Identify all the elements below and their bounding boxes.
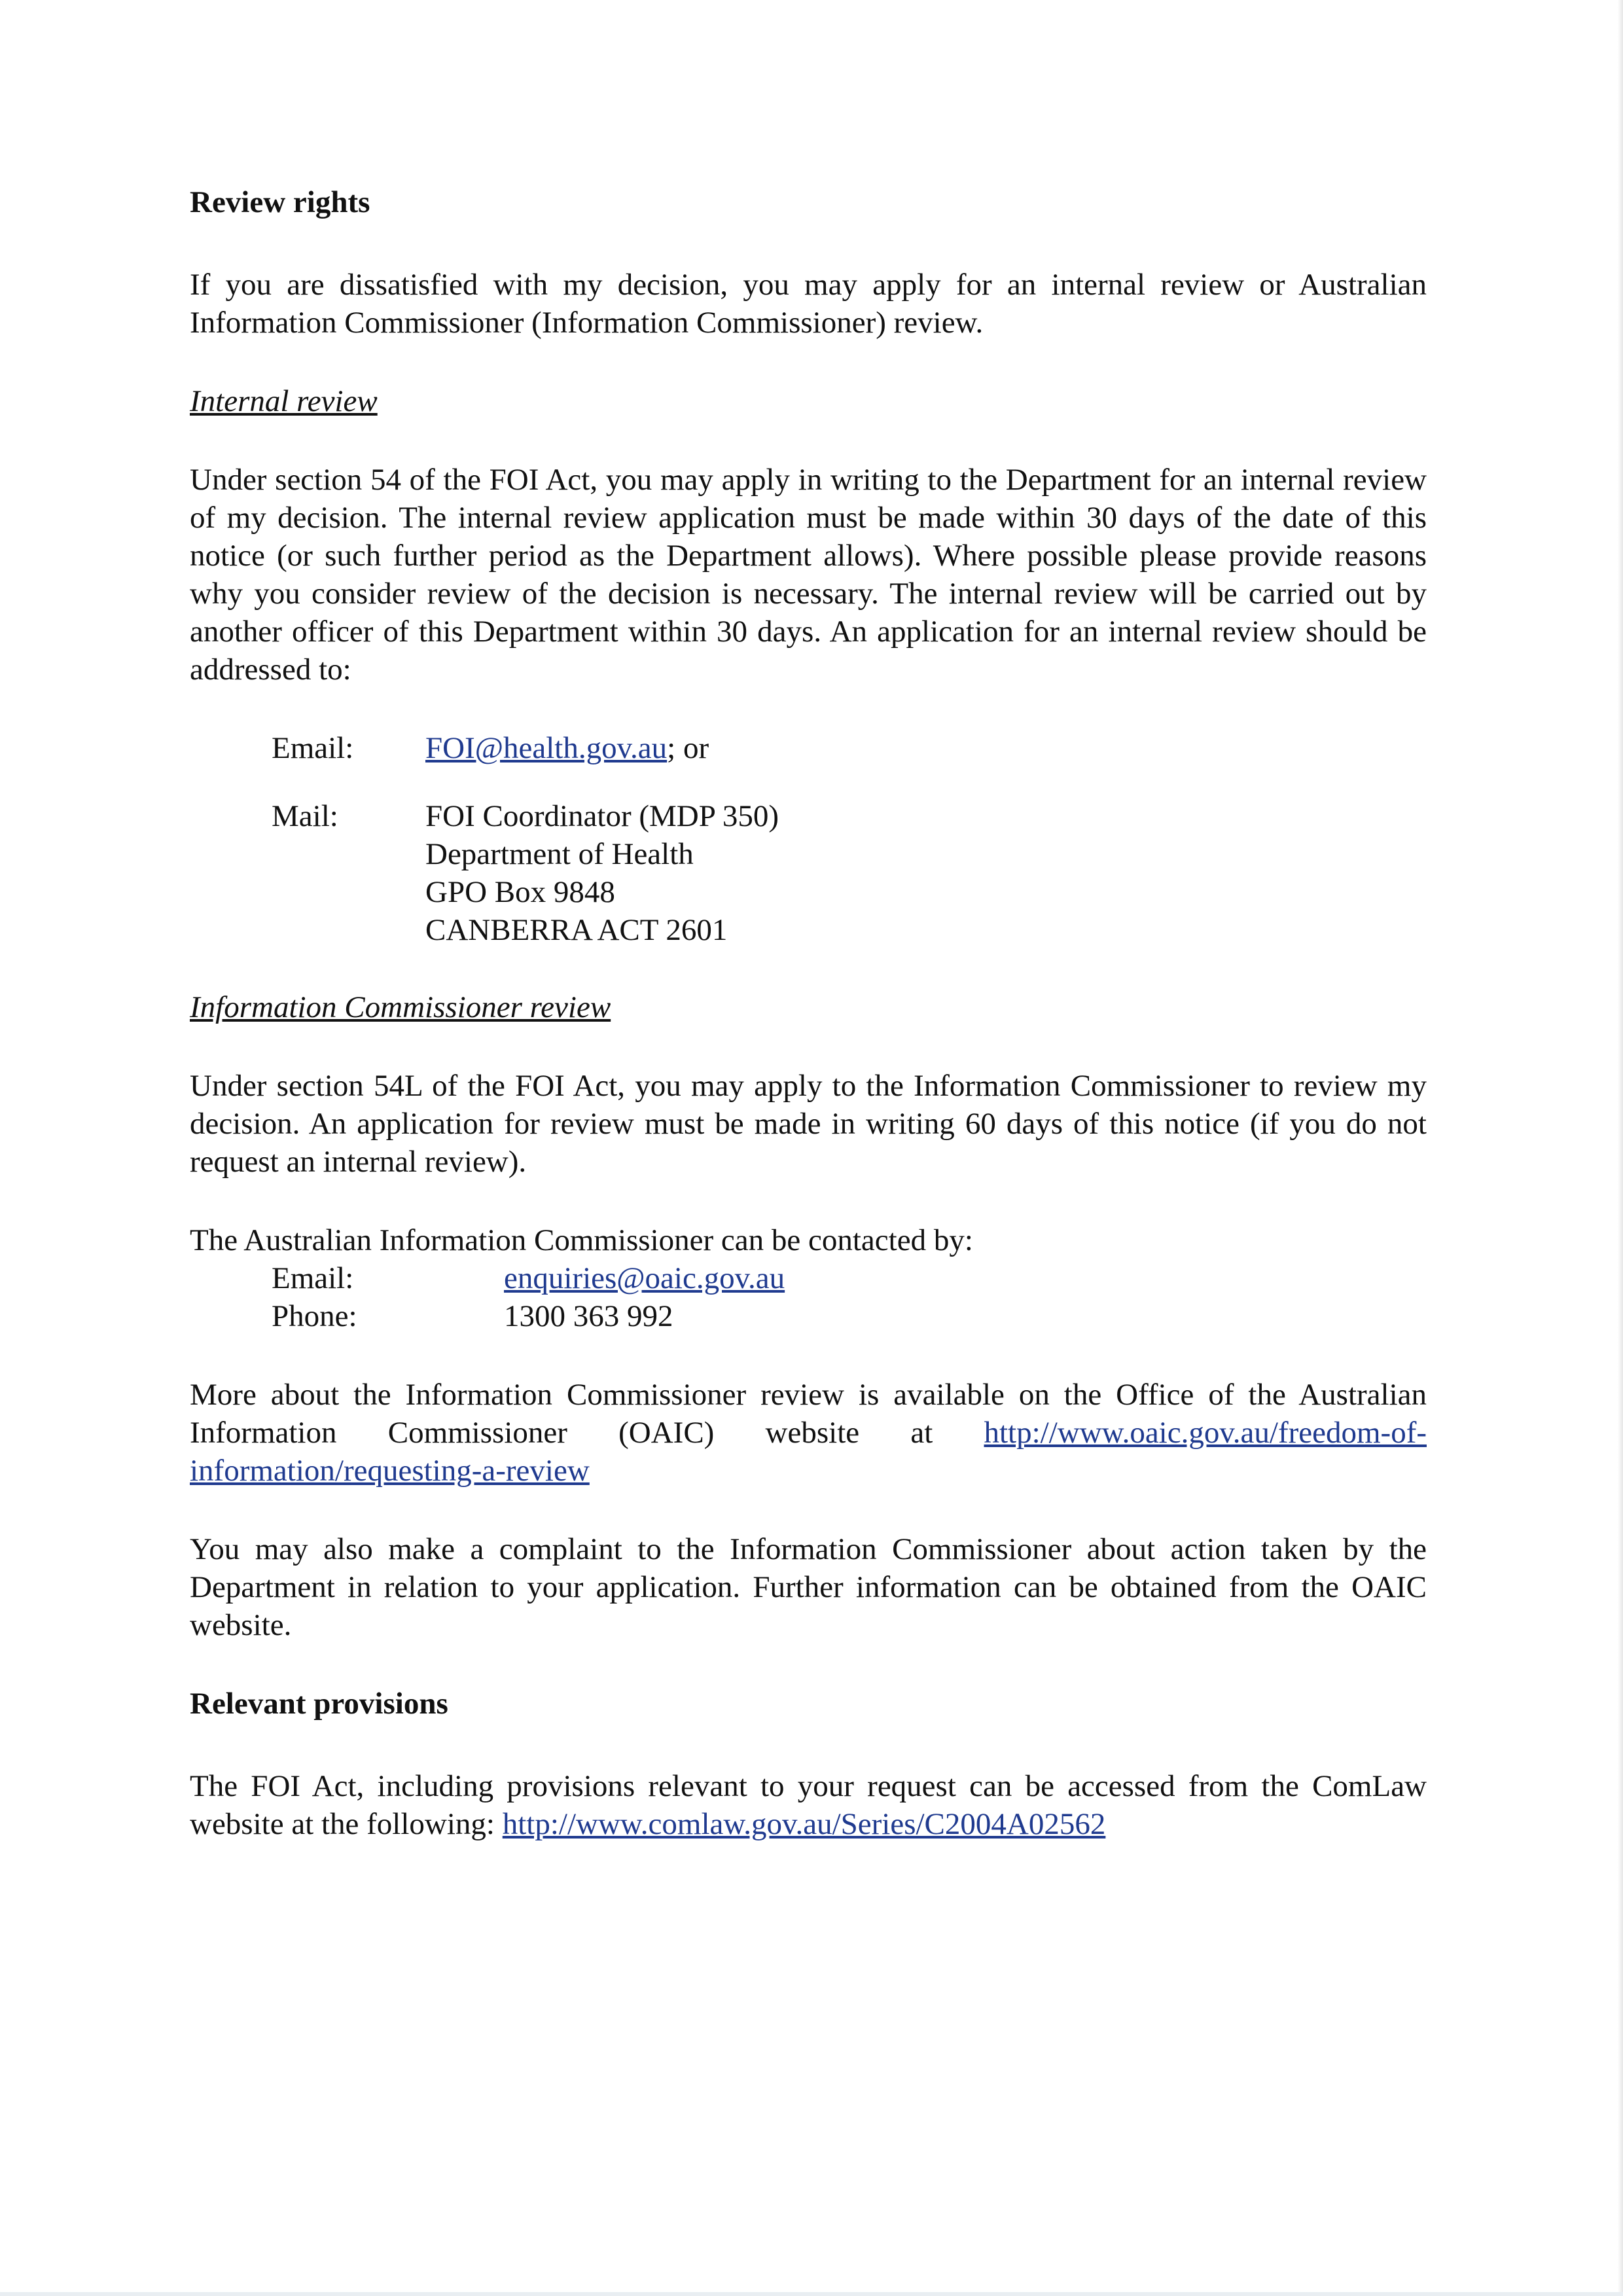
mail-label: Mail: [272,799,338,833]
ic-contacts [272,1259,1427,1335]
mail-line: CANBERRA ACT 2601 [425,913,728,947]
relevant-provisions-heading: Relevant provisions [190,1687,448,1721]
review-rights-heading: Review rights [190,185,370,219]
ic-phone-value: 1300 363 992 [504,1299,673,1333]
ic-review-body: Under section 54L of the FOI Act, you may apply to the Information Commissioner to review my decision. An application for review must be made in writing 60 days of this notice (if you do not request an internal review). [190,1069,1427,1179]
review-rights-intro: If you are dissatisfied with my decision, you may apply for an internal review or Australian Information Commissioner (Information Commissioner) review. [190,268,1427,340]
provisions-body: The FOI Act, including provisions relevant to your request can be accessed from the ComLaw website at the following: [190,1769,1427,1841]
ic-more-info [190,1376,1427,1490]
mail-line: GPO Box 9848 [425,875,615,909]
comlaw-link[interactable]: http://www.comlaw.gov.au/Series/C2004A02562 [502,1807,1106,1841]
document-body [190,183,1427,1884]
provisions-text [190,1767,1427,1843]
internal-review-contacts [272,729,1427,949]
mail-line: Department of Health [425,837,694,871]
ic-more-text: More about the Information Commissioner review is available on the Office of the Australian Information Commissioner (OAIC) website at [190,1378,1427,1450]
scan-edge-bottom [0,2292,1623,2296]
internal-review-body: Under section 54 of the FOI Act, you may apply in writing to the Department for an internal review of my decision. The internal review application must be made within 30 days of the date of this notice (or such further period as the Department allows). Where possible please provide reasons why you consider review of the decision is necessary. The internal review will be carried out by another officer of this Department within 30 days. An application for an internal review should be addressed to: [190,463,1427,687]
ic-email-label: Email: [272,1261,354,1295]
mail-address [425,797,1427,949]
foi-email-link[interactable]: FOI@health.gov.au [425,731,668,765]
scan-edge-right [1618,0,1623,2296]
ic-contact-intro: The Australian Information Commissioner can be contacted by: [190,1223,973,1257]
email-label: Email: [272,731,354,765]
oaic-review-link[interactable]: http://www.oaic.gov.au/freedom-of-information/requesting-a-review [190,1416,1427,1488]
internal-review-heading: Internal review [190,384,378,418]
ic-phone-label: Phone: [272,1299,357,1333]
ic-review-heading: Information Commissioner review [190,990,611,1024]
ic-complaint: You may also make a complaint to the Information Commissioner about action taken by the Department in relation to your application. Further information can be obtained from the OAIC website. [190,1532,1427,1642]
email-suffix: ; or [667,731,709,765]
mail-line: FOI Coordinator (MDP 350) [425,799,779,833]
email-line [425,729,1427,767]
oaic-email-link[interactable]: enquiries@oaic.gov.au [504,1261,785,1295]
